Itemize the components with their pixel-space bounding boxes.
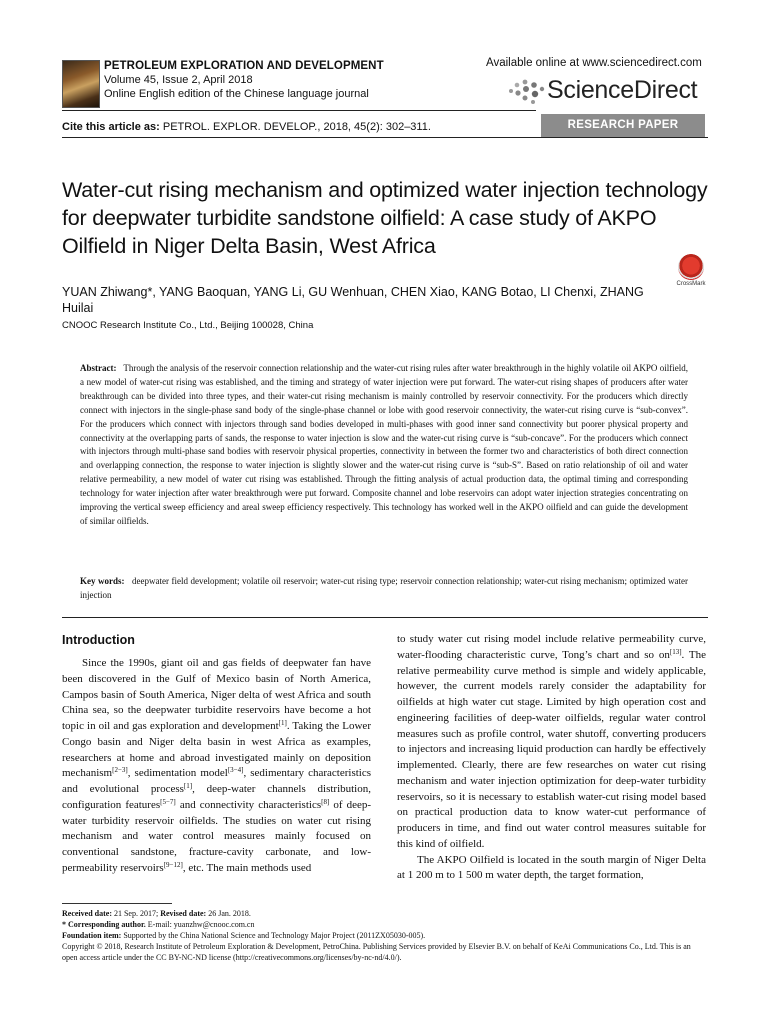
reference-link[interactable]: [1]: [278, 719, 287, 727]
abstract-text: Through the analysis of the reservoir connection relationship and the water-cut rising rules after water breakthrough in the highly volatile oil AKPO oilfield, a new model of water-cut rising was established, and the timing and strategy of water injection were put forward. The water-cut rising shapes of producers after water breakthrough can be divided into three types, and their water-cut rising mechanism is mainly controlled by reservoir connectivity. For the producers which directly connect with injectors in the single-phase sand body of the single-phase channel or lobe with good reservoir connectivity, the water-cut rising curve is “sub-convex”. For the producers which connect with injectors through sand bodies developed in multi-phases with good inner sand connectivity but poorer physical property and connectivity at the overlapping parts of sands, the response to water injection is slow and the water-cut rising curve is “sub-concave”. For the producers which connect with injectors through multi-phase sand bodies with reservoir physical properties, connectivity in between the former two and characteristics of both direct connection and overlapping connection, the response to water injection is slightly slower and the water-cut rising curve is “sub-S”. Based on ratio relationship of oil and water relative permeability, a new model of water cut rising was established. Through the fitting analysis of actual production data, the optimal timing and corresponding technology for water injection after water breakthrough were put forward. Composite channel and lobe reservoirs can adopt water injection strategies concentrating on improving the vertical sweep efficiency and areal sweep efficiency respectively. This technology has worked well in the AKPO oilfield and can guide the development of similar oilfields.: [80, 363, 688, 526]
citation-line: [62, 121, 431, 133]
author-list: YUAN Zhiwang*, YANG Baoquan, YANG Li, GU Wenhuan, CHEN Xiao, KANG Botao, LI Chenxi, ZHANG Huilai: [62, 285, 644, 315]
header-bottom-divider: [62, 137, 708, 138]
reference-link[interactable]: [8]: [321, 797, 330, 806]
affiliation: CNOOC Research Institute Co., Ltd., Beijing 100028, China: [62, 320, 314, 331]
reference-link[interactable]: [13]: [669, 647, 682, 656]
crossmark-icon: [678, 254, 704, 280]
reference-link[interactable]: [1]: [183, 782, 193, 790]
sciencedirect-logo-icon: [505, 76, 545, 106]
reference-link[interactable]: [3−4]: [227, 766, 244, 775]
available-online-link[interactable]: Available online at www.sciencedirect.com: [486, 57, 702, 69]
paragraph: The AKPO Oilfield is located in the south margin of Niger Delta at 1 200 m to 1 500 m water depth, the target formation,: [397, 853, 706, 882]
received-dates: Received date: 21 Sep. 2017; Revised date: 26 Jan. 2018.: [62, 909, 251, 918]
crossmark-label: CrossMark: [676, 281, 706, 287]
abstract-label: Abstract:: [80, 363, 117, 373]
section-heading-introduction: Introduction: [62, 633, 135, 647]
article-type-badge: RESEARCH PAPER: [541, 114, 705, 137]
copyright-notice: Copyright © 2018, Research Institute of Petroleum Exploration & Development, PetroChina. Publishing Services provided by Elsevier B.V. on behalf of KeAi Communications Co., Ltd. This is an open access article under the CC BY-NC-ND license (http://creativecommons.org/licenses/by-nc-nd/4.0/).: [62, 942, 691, 962]
keywords: [80, 575, 688, 603]
reference-link[interactable]: [2−3]: [112, 766, 128, 775]
keywords-text: deepwater field development; volatile oil reservoir; water-cut rising type; reservoir connection relationship; water-cut rising mechanism; optimized water injection: [80, 576, 689, 600]
abstract-divider: [62, 617, 708, 618]
journal-volume: Volume 45, Issue 2, April 2018: [104, 74, 253, 86]
footnotes: [62, 908, 708, 963]
paragraph: Since the 1990s, giant oil and gas fields of deepwater fan have been discovered in the Gulf of Mexico basin of North America, Campos basin of South America, Niger delta of west Africa and south China sea, so the deepwater turbidite reservoirs have become a hot topic in oil and gas exploration and development[1]. Taking the Lower Congo basin and Niger delta basin in west Africa as examples, researchers at home and abroad investigated mainly on deposition mechanism[2−3], sedimentation model[3−4], sedimentary characteristics and evolutional process[1], deep-water channels distribution, configuration features[5−7] and connectivity characteristics[8] of deep-water turbidity reservoir oilfields. The studies on water cut rising mechanism and water control measures mainly focused on conventional sandstone, fracture-cavity carbonate, and low-permeability reservoirs[9−12], etc. The main methods used: [62, 657, 372, 874]
cite-text: PETROL. EXPLOR. DEVELOP., 2018, 45(2): 302–311.: [159, 121, 431, 133]
corresponding-author: * Corresponding author. E-mail: yuanzhw@cnooc.com.cn: [62, 920, 255, 929]
body-column-right: [397, 632, 706, 884]
journal-cover-image: [62, 60, 100, 108]
article-title: Water-cut rising mechanism and optimized water injection technology for deepwater turbidite sandstone oilfield: A case study of AKPO Oilfield in Niger Delta Basin, West Africa: [62, 178, 708, 258]
reference-link[interactable]: [9−12]: [163, 860, 183, 869]
foundation-item: Foundation item: Supported by the China National Science and Technology Major Project (2011ZX05030-005).: [62, 931, 426, 940]
crossmark-badge[interactable]: [673, 254, 709, 287]
header-divider: [62, 110, 536, 111]
abstract: [80, 362, 688, 529]
reference-link[interactable]: [5−7]: [160, 797, 176, 806]
journal-edition: Online English edition of the Chinese language journal: [104, 88, 369, 100]
sciencedirect-wordmark: ScienceDirect: [547, 76, 698, 104]
body-column-left: [62, 656, 371, 877]
journal-name: PETROLEUM EXPLORATION AND DEVELOPMENT: [104, 60, 384, 72]
cite-label: Cite this article as:: [62, 121, 160, 133]
keywords-label: Key words:: [80, 576, 125, 586]
footnote-divider: [62, 903, 172, 904]
paragraph: to study water cut rising model include relative permeability curve, water-flooding characteristic curve, Tong’s chart and so on[13]. The relative permeability curve method is simple and widely applicable, however, the current models rarely consider the adaptability for oilfields at high water cut stage. Limited by high operation cost and engineering facilities of deep-water oilfields, regular water control measures such as profile control, water shutoff, converting producers to injectors and increasing liquid production can hardly be effectively implemented. Clearly, there are few researches on water cut rising mechanism and water injection optimization for deep-water turbidity reservoirs, so it is necessary to establish water-cut rising model based on practical production data to know water-cut performance of producers in time, and find out water control measures suitable for this kind of oilfield.: [397, 633, 706, 850]
